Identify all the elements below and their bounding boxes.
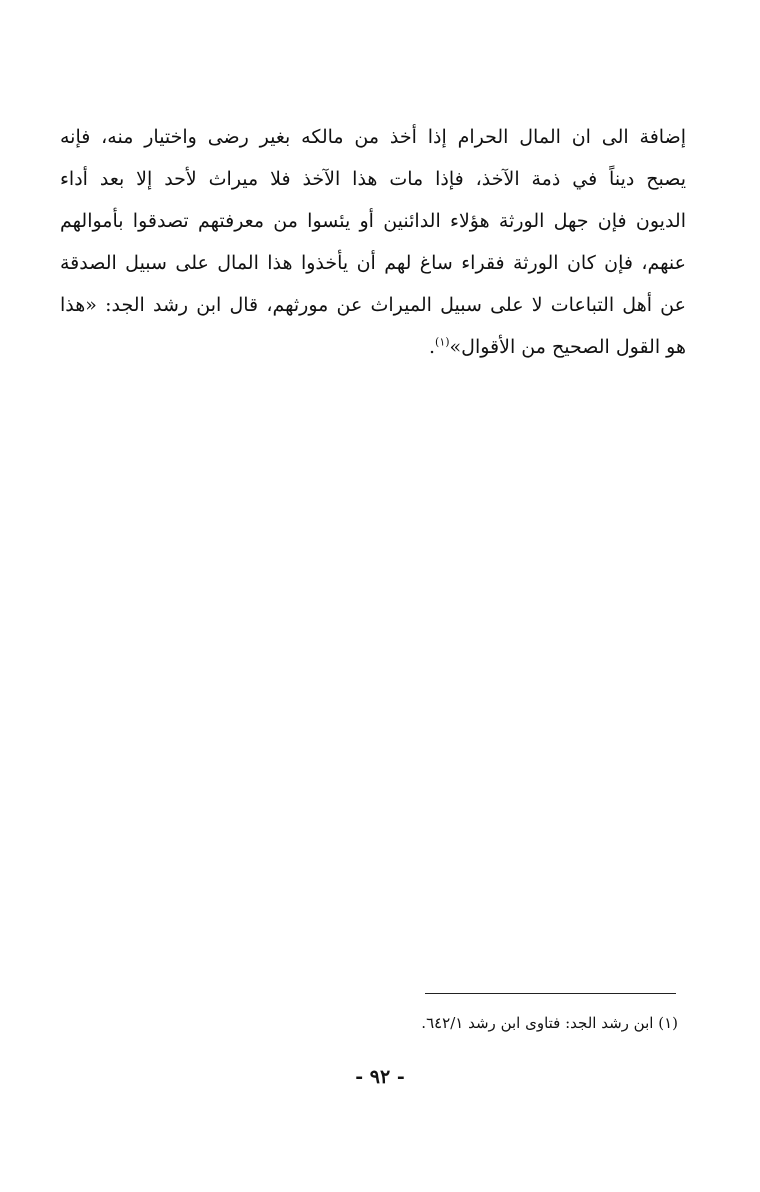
footnote-separator-rule xyxy=(425,993,676,994)
paragraph-line: الديون فإن جهل الورثة هؤلاء الدائنين أو يئسوا من معرفتهم تصدقوا بأموالهم xyxy=(60,210,686,232)
page-number: - ٩٢ - xyxy=(355,1066,405,1088)
footnote: (١) ابن رشد الجد: فتاوى ابن رشد ٦٤٢/١. xyxy=(421,1014,678,1032)
paragraph-line: يصبح ديناً في ذمة الآخذ، فإذا مات هذا الآخذ فلا ميراث لأحد إلا بعد أداء xyxy=(60,168,686,190)
body-paragraph xyxy=(60,116,686,368)
paragraph-line: عنهم، فإن كان الورثة فقراء ساغ لهم أن يأخذوا هذا المال على سبيل الصدقة xyxy=(60,252,686,274)
footnote-reference-marker: (١) xyxy=(435,335,450,349)
last-line-text: هو القول الصحيح من الأقوال» xyxy=(449,336,686,358)
last-line-period: . xyxy=(428,336,436,358)
paragraph-line: إضافة الى ان المال الحرام إذا أخذ من مالكه بغير رضى واختيار منه، فإنه xyxy=(60,126,686,148)
paragraph-last-line xyxy=(60,326,686,368)
paragraph-line: عن أهل التباعات لا على سبيل الميراث عن مورثهم، قال ابن رشد الجد: «هذا xyxy=(60,294,686,316)
